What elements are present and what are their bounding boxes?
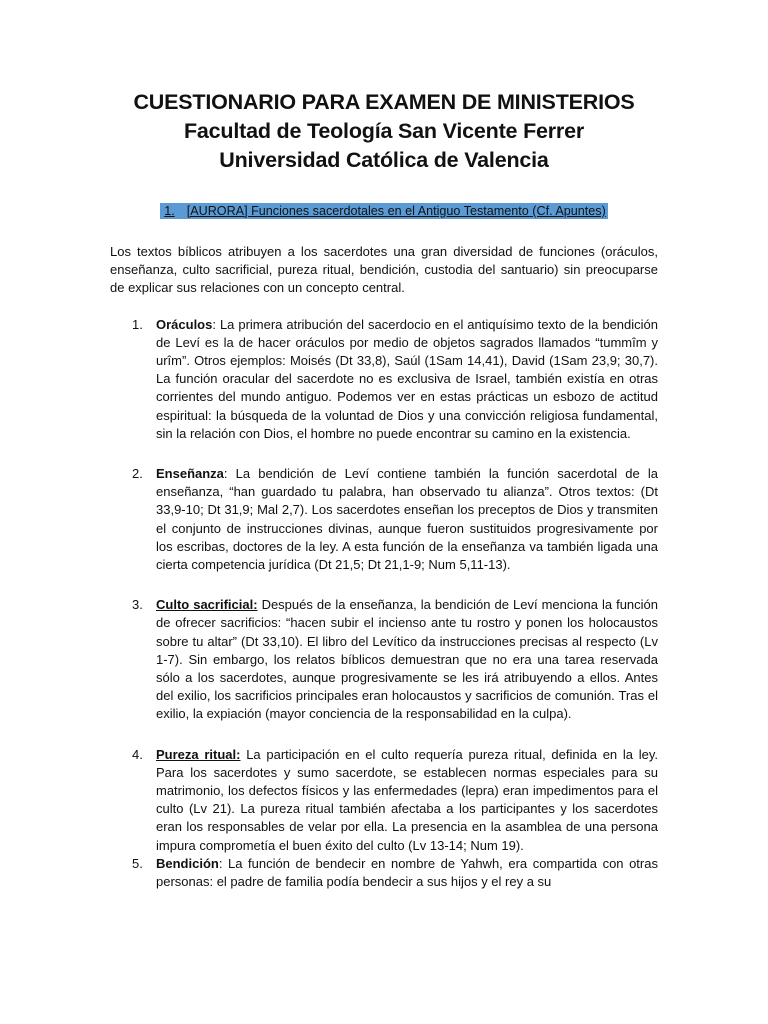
list-item-ensenanza xyxy=(110,465,658,574)
item-number: 4. xyxy=(132,746,143,762)
item-term: Pureza ritual: xyxy=(156,746,241,762)
item-number: 3. xyxy=(132,597,143,613)
item-number: 2. xyxy=(132,466,143,482)
item-term: Oráculos xyxy=(156,316,213,332)
document-page xyxy=(110,88,658,891)
list-item-pureza-ritual xyxy=(110,746,658,855)
item-term: Culto sacrificial: xyxy=(156,597,258,613)
title-line-2: Facultad de Teología San Vicente Ferrer xyxy=(183,119,585,143)
document-title xyxy=(110,88,658,175)
item-term: Enseñanza xyxy=(156,466,224,482)
intro-paragraph: Los textos bíblicos atribuyen a los sacerdotes una gran diversidad de funciones (oráculos, enseñanza, culto sacrificial, pureza ritual, bendición, custodia del santuario) sin preocuparse de explicar sus relaciones con un concepto central. xyxy=(110,244,658,296)
section-number: 1. xyxy=(164,204,175,218)
item-text: Después de la enseñanza, la bendición de Leví menciona la función de ofrecer sacrificios: “hacen subir el incienso ante tu rostro y ponen los holocaustos sobre tu altar” (Dt 33,10). El libro del Levítico da instrucciones precisas al respecto (Lv 1-7). Sin embargo, los relatos bíblicos demuestran que no era una tarea reservada sólo a los sacerdotes, aunque progresivamente se les irá atribuyendo a ellos. Antes del exilio, los sacrificios principales eran holocaustos y sacrificios de comunión. Tras el exilio, la expiación (mayor conciencia de la responsabilidad en la culpa). xyxy=(156,597,658,722)
list-item-oraculos xyxy=(110,316,658,443)
item-number: 1. xyxy=(132,316,143,332)
item-number: 5. xyxy=(132,855,143,871)
list-item-bendicion xyxy=(110,855,658,891)
section-title: [AURORA] Funciones sacerdotales en el Antiguo Testamento (Cf. Apuntes) xyxy=(186,204,606,218)
item-term: Bendición xyxy=(156,855,219,871)
item-text: La función de bendecir en nombre de Yahwh, era compartida con otras personas: el padre de familia podía bendecir a sus hijos y el rey a su xyxy=(156,855,658,890)
title-line-3: Universidad Católica de Valencia xyxy=(219,148,549,172)
functions-list xyxy=(110,316,658,892)
title-line-1: CUESTIONARIO PARA EXAMEN DE MINISTERIOS xyxy=(133,90,635,114)
item-text: La participación en el culto requería pureza ritual, definida en la ley. Para los sacerdotes y sumo sacerdote, se establecen normas especiales para su matrimonio, los defectos físicos y las enfermedades (lepra) eran impedimentos para el culto (Lv 21). La pureza ritual también afectaba a los participantes y los sacerdotes eran los responsables de velar por ella. La presencia en la asamblea de una persona impura comprometía el buen éxito del culto (Lv 13-14; Num 19). xyxy=(156,746,658,853)
item-text: La bendición de Leví contiene también la función sacerdotal de la enseñanza, “han guardado tu palabra, han observado tu alianza”. Otros textos: (Dt 33,9-10; Dt 31,9; Mal 2,7). Los sacerdotes enseñan los preceptos de Dios y transmiten el conjunto de instrucciones divinas, aunque fueron sustituidos progresivamente por los escribas, doctores de la ley. A esta función de la enseñanza va también ligada una cierta competencia jurídica (Dt 21,5; Dt 21,1-9; Num 5,11-13). xyxy=(156,466,658,573)
item-separator: : xyxy=(212,316,220,332)
item-separator: : xyxy=(218,855,229,871)
section-heading xyxy=(110,203,658,219)
section-heading-highlight xyxy=(160,203,608,219)
item-text: La primera atribución del sacerdocio en el antiquísimo texto de la bendición de Leví es la de hacer oráculos por medio de objetos sagrados llamados “tummîm y urîm”. Otros ejemplos: Moisés (Dt 33,8), Saúl (1Sam 14,41), David (1Sam 23,9; 30,7). La función oracular del sacerdote no es exclusiva de Israel, también existía en otras corrientes del mundo antiguo. Podemos ver en estas prácticas un esbozo de actitud espiritual: la búsqueda de la voluntad de Dios y una convicción religiosa fundamental, sin la relación con Dios, el hombre no puede encontrar su camino en la existencia. xyxy=(156,316,658,441)
list-item-culto-sacrificial xyxy=(110,596,658,723)
item-separator: : xyxy=(223,466,236,482)
